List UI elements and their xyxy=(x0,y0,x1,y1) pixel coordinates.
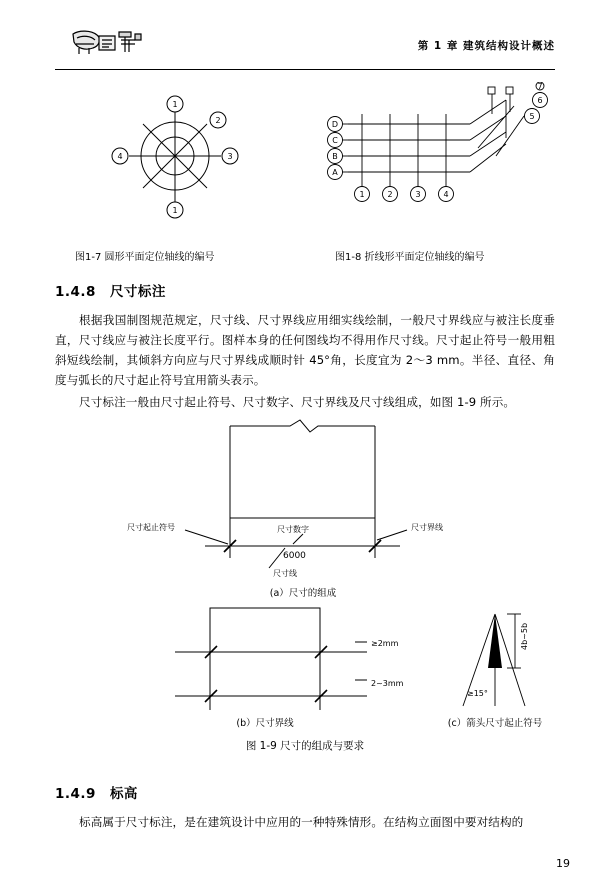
figure-1-8-drawing xyxy=(310,82,560,232)
figure-1-8-caption: 图1-8 折线形平面定位轴线的编号 xyxy=(335,252,485,263)
svg-text:6000: 6000 xyxy=(283,551,306,561)
figure-captions-row xyxy=(55,248,555,266)
section-number-1-4-8: 1.4.8 xyxy=(55,284,96,300)
svg-text:1: 1 xyxy=(359,190,365,199)
figure-row-top xyxy=(55,78,555,248)
svg-text:3: 3 xyxy=(227,152,233,161)
figure-1-7-caption: 图1-7 圆形平面定位轴线的编号 xyxy=(75,252,215,263)
page-number: 19 xyxy=(556,857,570,870)
svg-text:≥2mm: ≥2mm xyxy=(371,639,399,648)
svg-text:2~3mm: 2~3mm xyxy=(371,679,404,688)
svg-text:(c）箭头尺寸起止符号: (c）箭头尺寸起止符号 xyxy=(447,718,543,729)
svg-text:尺寸数字: 尺寸数字 xyxy=(277,525,309,534)
svg-text:2: 2 xyxy=(387,190,393,199)
svg-text:3: 3 xyxy=(415,190,421,199)
book-logo-icon xyxy=(69,28,147,58)
svg-text:6: 6 xyxy=(537,96,543,105)
section-title-1-4-8: 尺寸标注 xyxy=(109,284,166,300)
svg-text:A: A xyxy=(332,168,338,177)
page-header xyxy=(55,28,555,70)
figure-1-9 xyxy=(55,418,555,758)
svg-text:B: B xyxy=(332,152,338,161)
paragraph-1-4-9-1: 标高属于尺寸标注，是在建筑设计中应用的一种特殊情形。在结构立面图中要对结构的 xyxy=(79,815,524,829)
section-title-1-4-9: 标高 xyxy=(109,786,138,802)
section-heading-1-4-9 xyxy=(55,782,555,802)
svg-text:1: 1 xyxy=(172,100,178,109)
svg-text:尺寸界线: 尺寸界线 xyxy=(411,523,443,532)
svg-text:1: 1 xyxy=(172,206,178,215)
svg-text:5: 5 xyxy=(529,112,535,121)
header-divider xyxy=(55,69,555,70)
svg-text:4: 4 xyxy=(443,190,449,199)
svg-text:(a）尺寸的组成: (a）尺寸的组成 xyxy=(269,588,337,599)
svg-text:D: D xyxy=(331,120,339,129)
chapter-title: 第 1 章 建筑结构设计概述 xyxy=(417,40,555,52)
svg-text:尺寸线: 尺寸线 xyxy=(273,569,297,578)
section-number-1-4-9: 1.4.9 xyxy=(55,786,96,802)
page-content xyxy=(55,28,555,838)
figure-1-7-drawing xyxy=(55,86,295,236)
figure-1-9-drawing xyxy=(55,418,555,738)
svg-text:C: C xyxy=(332,136,338,145)
paragraph-1-4-8-2: 尺寸标注一般由尺寸起止符号、尺寸数字、尺寸界线及尺寸线组成，如图 1-9 所示。 xyxy=(79,395,516,409)
svg-text:4: 4 xyxy=(117,152,123,161)
paragraph-1-4-8-1: 根据我国制图规范规定，尺寸线、尺寸界线应用细实线绘制，一般尺寸界线应与被注长度垂直，尺寸线应与被注长度平行。图样本身的任何图线均不得用作尺寸线。尺寸起止符号一般用粗斜短线绘制，其倾斜方向应与尺寸界线成顺时针 45°角，长度宜为 2～3 mm。半径、直径、角度与弧长的尺寸起止符号宜用箭头表示。 xyxy=(55,313,555,387)
svg-text:尺寸起止符号: 尺寸起止符号 xyxy=(127,523,175,532)
svg-text:(b）尺寸界线: (b）尺寸界线 xyxy=(236,718,294,729)
svg-text:7: 7 xyxy=(537,82,543,91)
svg-text:4b~5b: 4b~5b xyxy=(520,622,529,650)
section-heading-1-4-8 xyxy=(55,280,555,300)
svg-text:≥15°: ≥15° xyxy=(467,689,488,698)
svg-text:2: 2 xyxy=(215,116,221,125)
figure-1-9-caption: 图 1-9 尺寸的组成与要求 xyxy=(245,740,365,752)
